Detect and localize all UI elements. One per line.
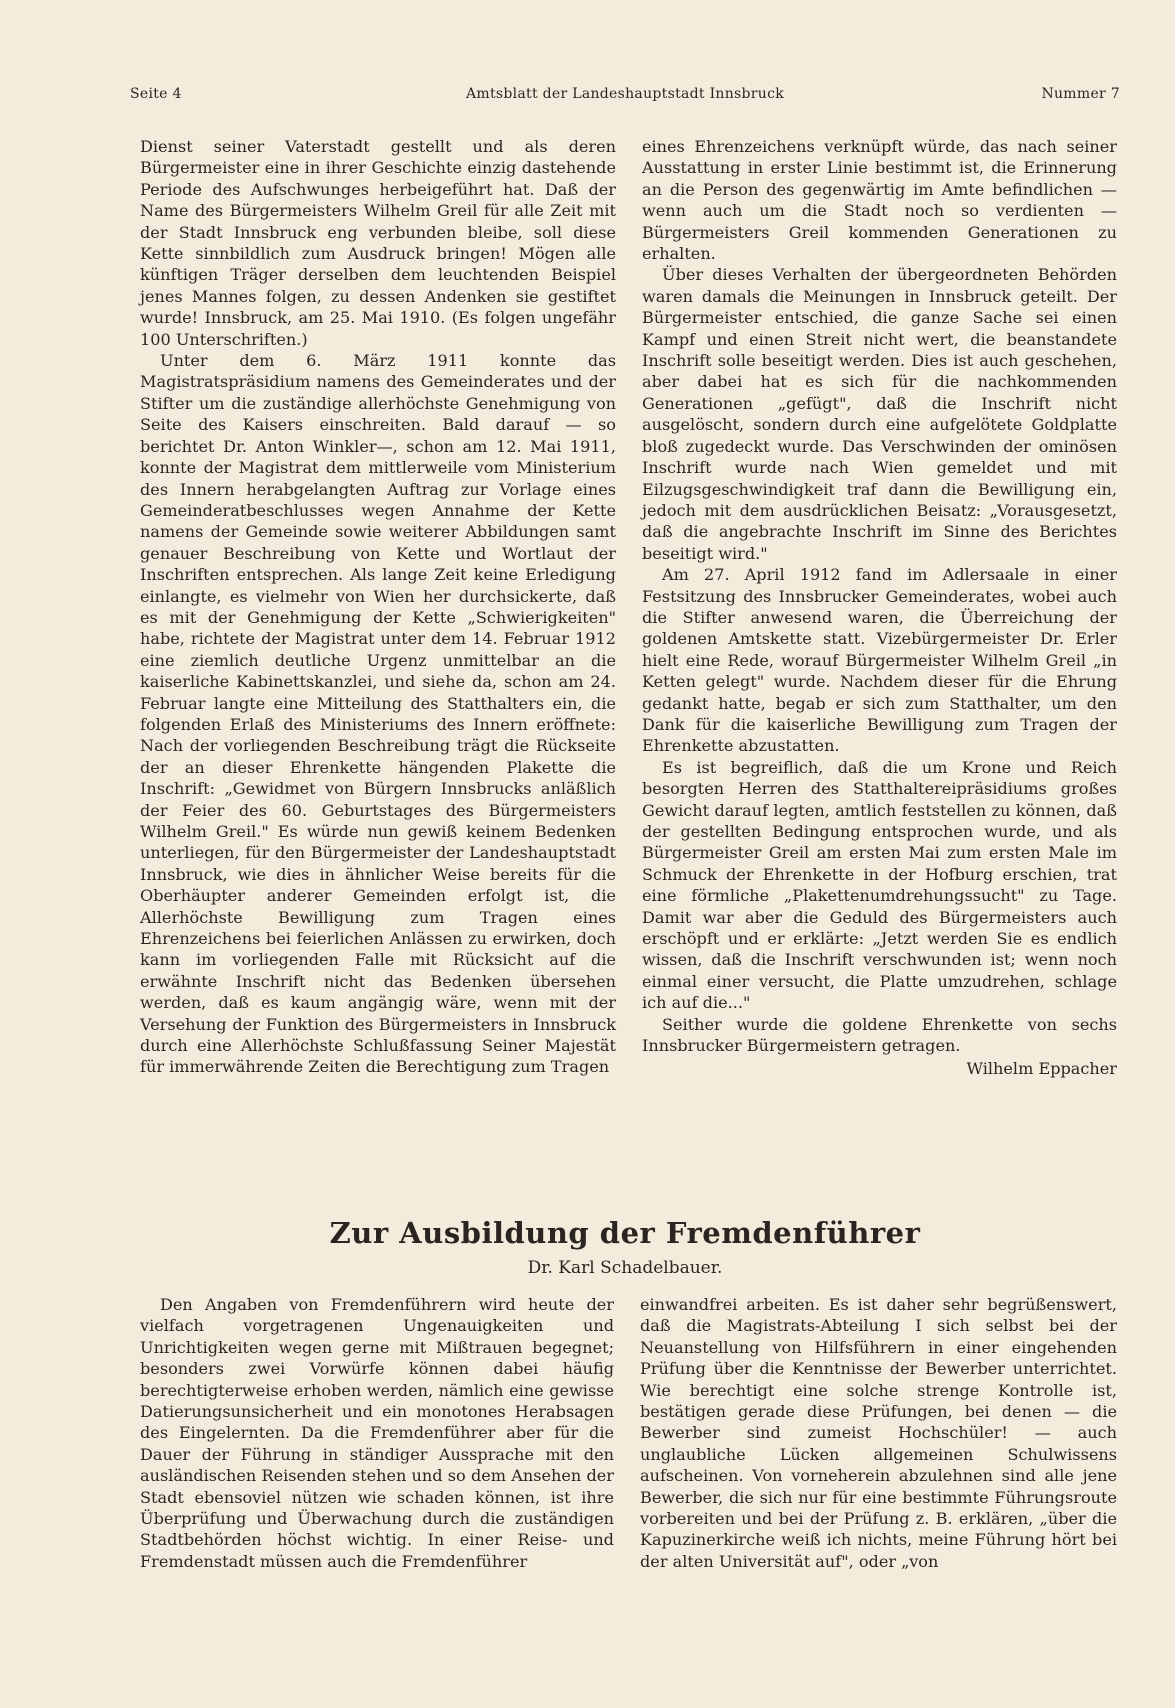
paragraph: Es ist begreiflich, daß die um Krone und Reich besorgten Herren des Statthaltereipräsidiums großes Gewicht darauf legten, amtlich feststellen zu können, daß der gestellten Bedingung entsprochen wurde, und als Bürgermeister Greil am ersten Mai zum ersten Male im Schmuck der Ehrenkette in der Hofburg erschien, trat eine förmliche „Plakettenumdrehungssucht" zu Tage. Damit war aber die Geduld des Bürgermeisters auch erschöpft und er erklärte: „Jetzt werden Sie es endlich wissen, daß die Inschrift verschwunden ist; wenn noch einmal einer versucht, die Platte umzudrehen, schlage ich auf die..." — [642, 757, 1117, 1013]
paragraph: einwandfrei arbeiten. Es ist daher sehr begrüßenswert, daß die Magistrats-Abteilung I sich selbst bei der Neuanstellung von Hilfsführern in einer eingehenden Prüfung über die Kenntnisse der Bewerber unterrichtet. Wie berechtigt eine solche strenge Kontrolle ist, bestätigen gerade diese Prüfungen, bei denen — die Bewerber sind zumeist Hochschüler! — auch unglaubliche Lücken allgemeinen Schulwissens aufscheinen. Von vorneherein abzulehnen sind alle jene Bewerber, die sich nur für eine bestimmte Führungsroute vorbereiten und bei der Prüfung z. B. erklären, „über die Kapuzinerkirche weiß ich nichts, meine Führung hört bei der alten Universität auf", oder „von — [640, 1295, 1117, 1571]
paragraph: Dienst seiner Vaterstadt gestellt und als deren Bürgermeister eine in ihrer Geschichte einzig dastehende Periode des Aufschwunges herbeigeführt hat. Daß der Name des Bürgermeisters Wilhelm Greil für alle Zeit mit der Stadt Innsbruck eng verbunden bleibe, soll diese Kette sinnbildlich zum Ausdruck bringen! Mögen alle künftigen Träger derselben dem leuchtenden Beispiel jenes Mannes folgen, zu dessen Andenken sie gestiftet wurde! Innsbruck, am 25. Mai 1910. (Es folgen ungefähr 100 Unterschriften.) — [140, 137, 616, 349]
paragraph: Am 27. April 1912 fand im Adlersaale in einer Festsitzung des Innsbrucker Gemeinderates, wobei auch die Stifter anwesend waren, die Überreichung der goldenen Amtskette statt. Vizebürgermeister Dr. Erler hielt eine Rede, worauf Bürgermeister Wilhelm Greil „in Ketten gelegt" wurde. Nachdem dieser für die Ehrung gedankt hatte, begab er sich zum Statthalter, um den Dank für die kaiserliche Bewilligung zum Tragen der Ehrenkette abzustatten. — [642, 565, 1117, 756]
paragraph: Den Angaben von Fremdenführern wird heute der vielfach vorgetragenen Ungenauigkeiten und Unrichtigkeiten wegen gerne mit Mißtrauen begegnet; besonders zwei Vorwürfe können dabei häufig berechtigterweise erhoben werden, nämlich eine gewisse Datierungsunsicherheit und ein monotones Herabsagen des Eingelernten. Da die Fremdenführer aber für die Dauer der Führung in ständiger Aussprache mit den ausländischen Reisenden stehen und so dem Ansehen der Stadt ebensoviel nützen wie schaden können, ist ihre Überprüfung und Überwachung durch die zuständigen Stadtbehörden höchst wichtig. In einer Reise- und Fremdenstadt müssen auch die Fremdenführer — [140, 1295, 614, 1571]
paragraph: Unter dem 6. März 1911 konnte das Magistratspräsidium namens des Gemeinderates und der Stifter um die zuständige allerhöchste Genehmigung von Seite des Kaisers einschreiten. Bald darauf — so berichtet Dr. Anton Winkler—, schon am 12. Mai 1911, konnte der Magistrat dem mittlerweile vom Ministerium des Innern herabgelangten Auftrag zur Vorlage eines Gemeinderatbeschlusses wegen Annahme der Kette namens der Gemeinde sowie weiterer Abbildungen samt genauer Beschreibung von Kette und Wortlaut der Inschriften entsprechen. Als lange Zeit keine Erledigung einlangte, es vielmehr von Wien her durchsickerte, daß es mit der Genehmigung der Kette „Schwierigkeiten" habe, richtete der Magistrat unter dem 14. Februar 1912 eine ziemlich deutliche Urgenz unmittelbar an die kaiserliche Kabinettskanzlei, und siehe da, schon am 24. Februar langte eine Mitteilung des Statthalters ein, die folgenden Erlaß des Ministeriums des Innern eröffnete: Nach der vorliegenden Beschreibung trägt die Rückseite der an dieser Ehrenkette hängenden Plakette die Inschrift: „Gewidmet von Bürgern Innsbrucks anläßlich der Feier des 60. Geburtstages des Bürgermeisters Wilhelm Greil." Es würde nun gewiß keinem Bedenken unterliegen, für den Bürgermeister der Landeshauptstadt Innsbruck, wie dies in ähnlicher Weise bereits für die Oberhäupter anderer Gemeinden erfolgt ist, die Allerhöchste Bewilligung zum Tragen eines Ehrenzeichens bei feierlichen Anlässen zu erwirken, doch kann im vorliegenden Falle mit Rücksicht auf die erwähnte Inschrift nicht das Bedenken übersehen werden, daß es kaum angängig wäre, wenn mit der Versehung der Funktion des Bürgermeisters in Innsbruck durch eine Allerhöchste Schlußfassung Seiner Majestät für immerwährende Zeiten die Berechtigung zum Tragen — [140, 351, 616, 1077]
article1-column-left — [140, 136, 616, 1078]
paragraph: Seither wurde die goldene Ehrenkette von sechs Innsbrucker Bürgermeistern getragen. — [642, 1014, 1117, 1056]
issue-number: Nummer 7 — [1041, 86, 1120, 102]
publication-title: Amtsblatt der Landeshauptstadt Innsbruck — [465, 86, 785, 102]
paragraph: eines Ehrenzeichens verknüpft würde, das nach seiner Ausstattung in erster Linie bestimmt ist, die Erinnerung an die Person des gegenwärtig im Amte befindlichen — wenn auch um die Stadt noch so verdienten — Bürgermeisters Greil kommenden Generationen zu erhalten. — [642, 137, 1117, 264]
page-header — [130, 86, 1120, 110]
page-number: Seite 4 — [130, 86, 182, 102]
article2-column-left — [140, 1294, 614, 1572]
author-signature: Wilhelm Eppacher — [966, 1059, 1117, 1079]
article1-column-right — [642, 136, 1117, 1080]
article-author: Dr. Karl Schadelbauer. — [527, 1258, 723, 1278]
paragraph: Über dieses Verhalten der übergeordneten Behörden waren damals die Meinungen in Innsbruck geteilt. Der Bürgermeister entschied, die ganze Sache sei einen Kampf und einen Streit nicht wert, die beanstandete Inschrift solle beseitigt werden. Dies ist auch geschehen, aber dabei hat es sich für die nachkommenden Generationen „gefügt", daß die Inschrift nicht ausgelöscht, sondern durch eine aufgelötete Goldplatte bloß zugedeckt wurde. Das Verschwinden der ominösen Inschrift wurde nach Wien gemeldet und mit Eilzugsgeschwindigkeit traf dann die Bewilligung ein, jedoch mit dem ausdrücklichen Beisatz: „Vorausgesetzt, daß die angebrachte Inschrift im Sinne des Berichtes beseitigt wird." — [642, 265, 1117, 563]
article-title: Zur Ausbildung der Fremdenführer — [329, 1216, 921, 1250]
article2-column-right — [640, 1294, 1117, 1572]
